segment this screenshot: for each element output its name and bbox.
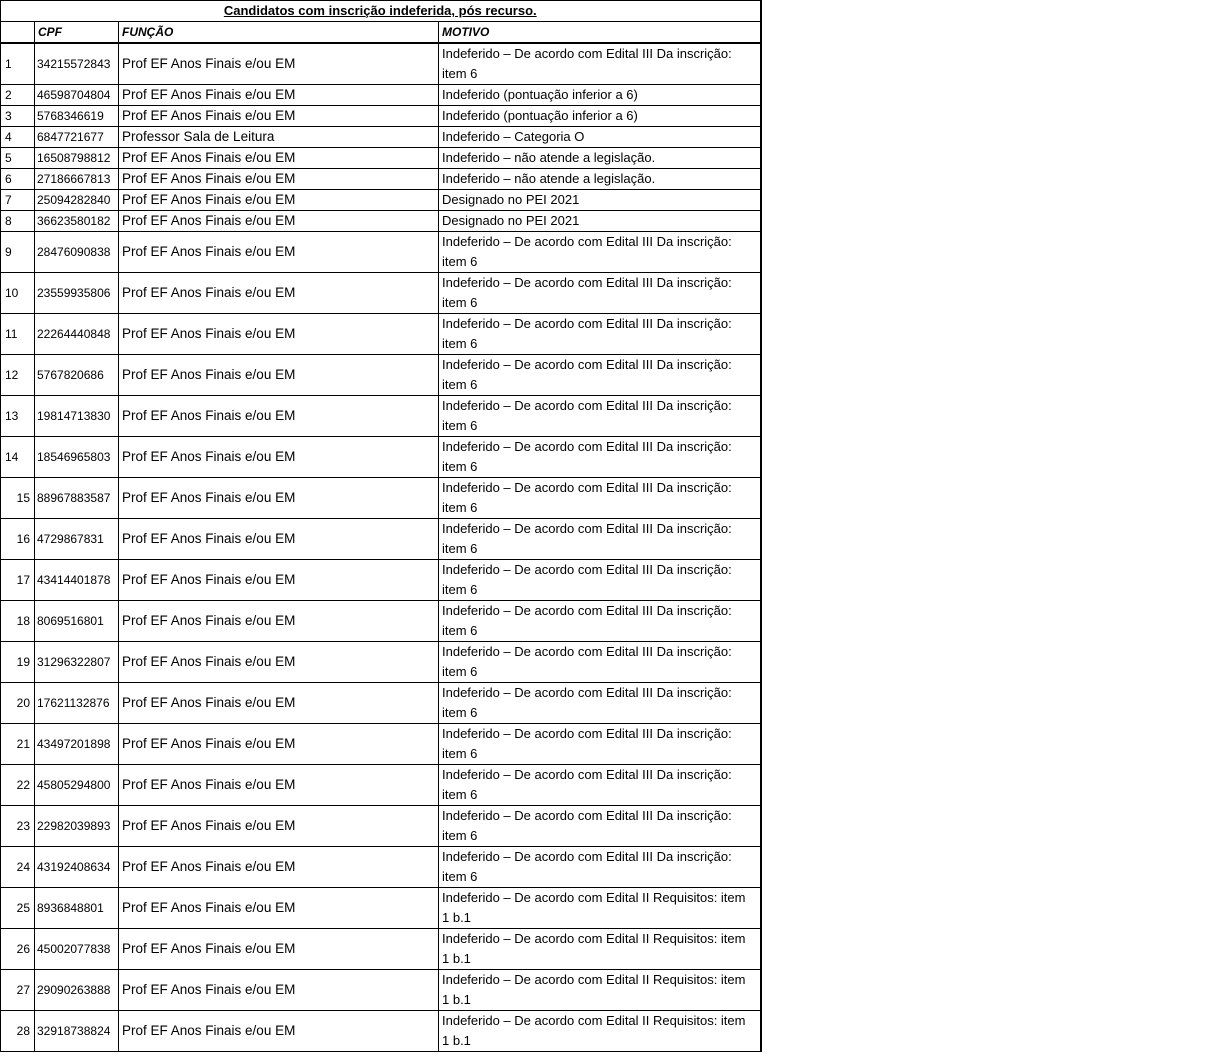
cpf-cell: 32918738824 [35, 1011, 119, 1052]
table-row [1, 85, 761, 106]
funcao-cell: Prof EF Anos Finais e/ou EM [119, 888, 439, 929]
funcao-cell: Prof EF Anos Finais e/ou EM [119, 169, 439, 190]
table-row [1, 724, 761, 765]
funcao-cell: Prof EF Anos Finais e/ou EM [119, 519, 439, 560]
cpf-cell: 6847721677 [35, 127, 119, 148]
funcao-cell: Prof EF Anos Finais e/ou EM [119, 683, 439, 724]
header-motivo: MOTIVO [439, 22, 761, 44]
table-row [1, 232, 761, 273]
motivo-cell: Indeferido – não atende a legislação. [439, 148, 761, 169]
funcao-cell: Prof EF Anos Finais e/ou EM [119, 106, 439, 127]
funcao-cell: Prof EF Anos Finais e/ou EM [119, 929, 439, 970]
cpf-cell: 34215572843 [35, 43, 119, 85]
row-number: 6 [1, 169, 35, 190]
motivo-cell: Indeferido – De acordo com Edital II Requisitos: item 1 b.1 [439, 929, 761, 970]
motivo-cell: Indeferido (pontuação inferior a 6) [439, 106, 761, 127]
cpf-cell: 88967883587 [35, 478, 119, 519]
table-row [1, 169, 761, 190]
table-row [1, 437, 761, 478]
table-row [1, 314, 761, 355]
row-number: 9 [1, 232, 35, 273]
row-number: 15 [1, 478, 35, 519]
cpf-cell: 8936848801 [35, 888, 119, 929]
funcao-cell: Prof EF Anos Finais e/ou EM [119, 765, 439, 806]
cpf-cell: 8069516801 [35, 601, 119, 642]
motivo-cell: Indeferido – Categoria O [439, 127, 761, 148]
row-number: 17 [1, 560, 35, 601]
funcao-cell: Prof EF Anos Finais e/ou EM [119, 211, 439, 232]
row-number: 1 [1, 43, 35, 85]
row-number: 7 [1, 190, 35, 211]
cpf-cell: 27186667813 [35, 169, 119, 190]
motivo-cell: Indeferido – não atende a legislação. [439, 169, 761, 190]
funcao-cell: Prof EF Anos Finais e/ou EM [119, 601, 439, 642]
motivo-cell: Indeferido – De acordo com Edital III Da inscrição: item 6 [439, 601, 761, 642]
row-number: 25 [1, 888, 35, 929]
table-row [1, 190, 761, 211]
table-row [1, 601, 761, 642]
motivo-cell: Indeferido – De acordo com Edital II Requisitos: item 1 b.1 [439, 888, 761, 929]
funcao-cell: Prof EF Anos Finais e/ou EM [119, 560, 439, 601]
motivo-cell: Indeferido (pontuação inferior a 6) [439, 85, 761, 106]
table-row [1, 765, 761, 806]
motivo-cell: Indeferido – De acordo com Edital III Da inscrição: item 6 [439, 478, 761, 519]
row-number: 13 [1, 396, 35, 437]
row-number: 2 [1, 85, 35, 106]
motivo-cell: Indeferido – De acordo com Edital III Da inscrição: item 6 [439, 396, 761, 437]
table-row [1, 560, 761, 601]
funcao-cell: Prof EF Anos Finais e/ou EM [119, 724, 439, 765]
table-row [1, 148, 761, 169]
funcao-cell: Prof EF Anos Finais e/ou EM [119, 148, 439, 169]
motivo-cell: Indeferido – De acordo com Edital III Da inscrição: item 6 [439, 765, 761, 806]
cpf-cell: 29090263888 [35, 970, 119, 1011]
cpf-cell: 25094282840 [35, 190, 119, 211]
table-row [1, 519, 761, 560]
table-row [1, 1011, 761, 1052]
cpf-cell: 23559935806 [35, 273, 119, 314]
motivo-cell: Indeferido – De acordo com Edital III Da inscrição: item 6 [439, 724, 761, 765]
motivo-cell: Indeferido – De acordo com Edital III Da inscrição: item 6 [439, 43, 761, 85]
row-number: 5 [1, 148, 35, 169]
table-row [1, 806, 761, 847]
cpf-cell: 5767820686 [35, 355, 119, 396]
row-number: 26 [1, 929, 35, 970]
table-title: Candidatos com inscrição indeferida, pós recurso. [1, 1, 761, 22]
table-row [1, 847, 761, 888]
row-number: 14 [1, 437, 35, 478]
header-funcao: FUNÇÃO [119, 22, 439, 44]
cpf-cell: 31296322807 [35, 642, 119, 683]
funcao-cell: Prof EF Anos Finais e/ou EM [119, 43, 439, 85]
row-number: 4 [1, 127, 35, 148]
table-row [1, 127, 761, 148]
cpf-cell: 22264440848 [35, 314, 119, 355]
row-number: 8 [1, 211, 35, 232]
cpf-cell: 45805294800 [35, 765, 119, 806]
funcao-cell: Prof EF Anos Finais e/ou EM [119, 190, 439, 211]
row-number: 10 [1, 273, 35, 314]
cpf-cell: 18546965803 [35, 437, 119, 478]
funcao-cell: Prof EF Anos Finais e/ou EM [119, 273, 439, 314]
funcao-cell: Prof EF Anos Finais e/ou EM [119, 847, 439, 888]
cpf-cell: 43497201898 [35, 724, 119, 765]
funcao-cell: Prof EF Anos Finais e/ou EM [119, 85, 439, 106]
row-number: 21 [1, 724, 35, 765]
motivo-cell: Indeferido – De acordo com Edital II Requisitos: item 1 b.1 [439, 1011, 761, 1052]
cpf-cell: 17621132876 [35, 683, 119, 724]
row-number: 22 [1, 765, 35, 806]
motivo-cell: Indeferido – De acordo com Edital III Da inscrição: item 6 [439, 642, 761, 683]
motivo-cell: Indeferido – De acordo com Edital II Requisitos: item 1 b.1 [439, 970, 761, 1011]
motivo-cell: Indeferido – De acordo com Edital III Da inscrição: item 6 [439, 314, 761, 355]
cpf-cell: 22982039893 [35, 806, 119, 847]
motivo-cell: Indeferido – De acordo com Edital III Da inscrição: item 6 [439, 437, 761, 478]
table-row [1, 396, 761, 437]
row-number: 24 [1, 847, 35, 888]
motivo-cell: Indeferido – De acordo com Edital III Da inscrição: item 6 [439, 806, 761, 847]
table-row [1, 478, 761, 519]
table-row [1, 888, 761, 929]
row-number: 11 [1, 314, 35, 355]
table-row [1, 43, 761, 85]
motivo-cell: Indeferido – De acordo com Edital III Da inscrição: item 6 [439, 683, 761, 724]
funcao-cell: Prof EF Anos Finais e/ou EM [119, 970, 439, 1011]
motivo-cell: Indeferido – De acordo com Edital III Da inscrição: item 6 [439, 232, 761, 273]
row-number: 12 [1, 355, 35, 396]
cpf-cell: 28476090838 [35, 232, 119, 273]
funcao-cell: Prof EF Anos Finais e/ou EM [119, 806, 439, 847]
motivo-cell: Indeferido – De acordo com Edital III Da inscrição: item 6 [439, 560, 761, 601]
table-row [1, 642, 761, 683]
cpf-cell: 4729867831 [35, 519, 119, 560]
motivo-cell: Indeferido – De acordo com Edital III Da inscrição: item 6 [439, 847, 761, 888]
header-num [1, 22, 35, 44]
table-row [1, 683, 761, 724]
cpf-cell: 45002077838 [35, 929, 119, 970]
funcao-cell: Prof EF Anos Finais e/ou EM [119, 355, 439, 396]
motivo-cell: Designado no PEI 2021 [439, 211, 761, 232]
row-number: 27 [1, 970, 35, 1011]
cpf-cell: 16508798812 [35, 148, 119, 169]
row-number: 20 [1, 683, 35, 724]
funcao-cell: Prof EF Anos Finais e/ou EM [119, 642, 439, 683]
table-row [1, 355, 761, 396]
row-number: 18 [1, 601, 35, 642]
cpf-cell: 19814713830 [35, 396, 119, 437]
funcao-cell: Prof EF Anos Finais e/ou EM [119, 437, 439, 478]
funcao-cell: Prof EF Anos Finais e/ou EM [119, 396, 439, 437]
funcao-cell: Professor Sala de Leitura [119, 127, 439, 148]
motivo-cell: Indeferido – De acordo com Edital III Da inscrição: item 6 [439, 355, 761, 396]
table-row [1, 929, 761, 970]
motivo-cell: Designado no PEI 2021 [439, 190, 761, 211]
table-row [1, 970, 761, 1011]
row-number: 19 [1, 642, 35, 683]
funcao-cell: Prof EF Anos Finais e/ou EM [119, 232, 439, 273]
table-row [1, 211, 761, 232]
row-number: 16 [1, 519, 35, 560]
cpf-cell: 36623580182 [35, 211, 119, 232]
row-number: 23 [1, 806, 35, 847]
table-body [1, 43, 761, 1052]
funcao-cell: Prof EF Anos Finais e/ou EM [119, 478, 439, 519]
motivo-cell: Indeferido – De acordo com Edital III Da inscrição: item 6 [439, 519, 761, 560]
row-number: 3 [1, 106, 35, 127]
header-cpf: CPF [35, 22, 119, 44]
cpf-cell: 46598704804 [35, 85, 119, 106]
cpf-cell: 43414401878 [35, 560, 119, 601]
table-row [1, 273, 761, 314]
row-number: 28 [1, 1011, 35, 1052]
funcao-cell: Prof EF Anos Finais e/ou EM [119, 314, 439, 355]
motivo-cell: Indeferido – De acordo com Edital III Da inscrição: item 6 [439, 273, 761, 314]
cpf-cell: 43192408634 [35, 847, 119, 888]
funcao-cell: Prof EF Anos Finais e/ou EM [119, 1011, 439, 1052]
header-row [1, 22, 761, 44]
table-row [1, 106, 761, 127]
cpf-cell: 5768346619 [35, 106, 119, 127]
